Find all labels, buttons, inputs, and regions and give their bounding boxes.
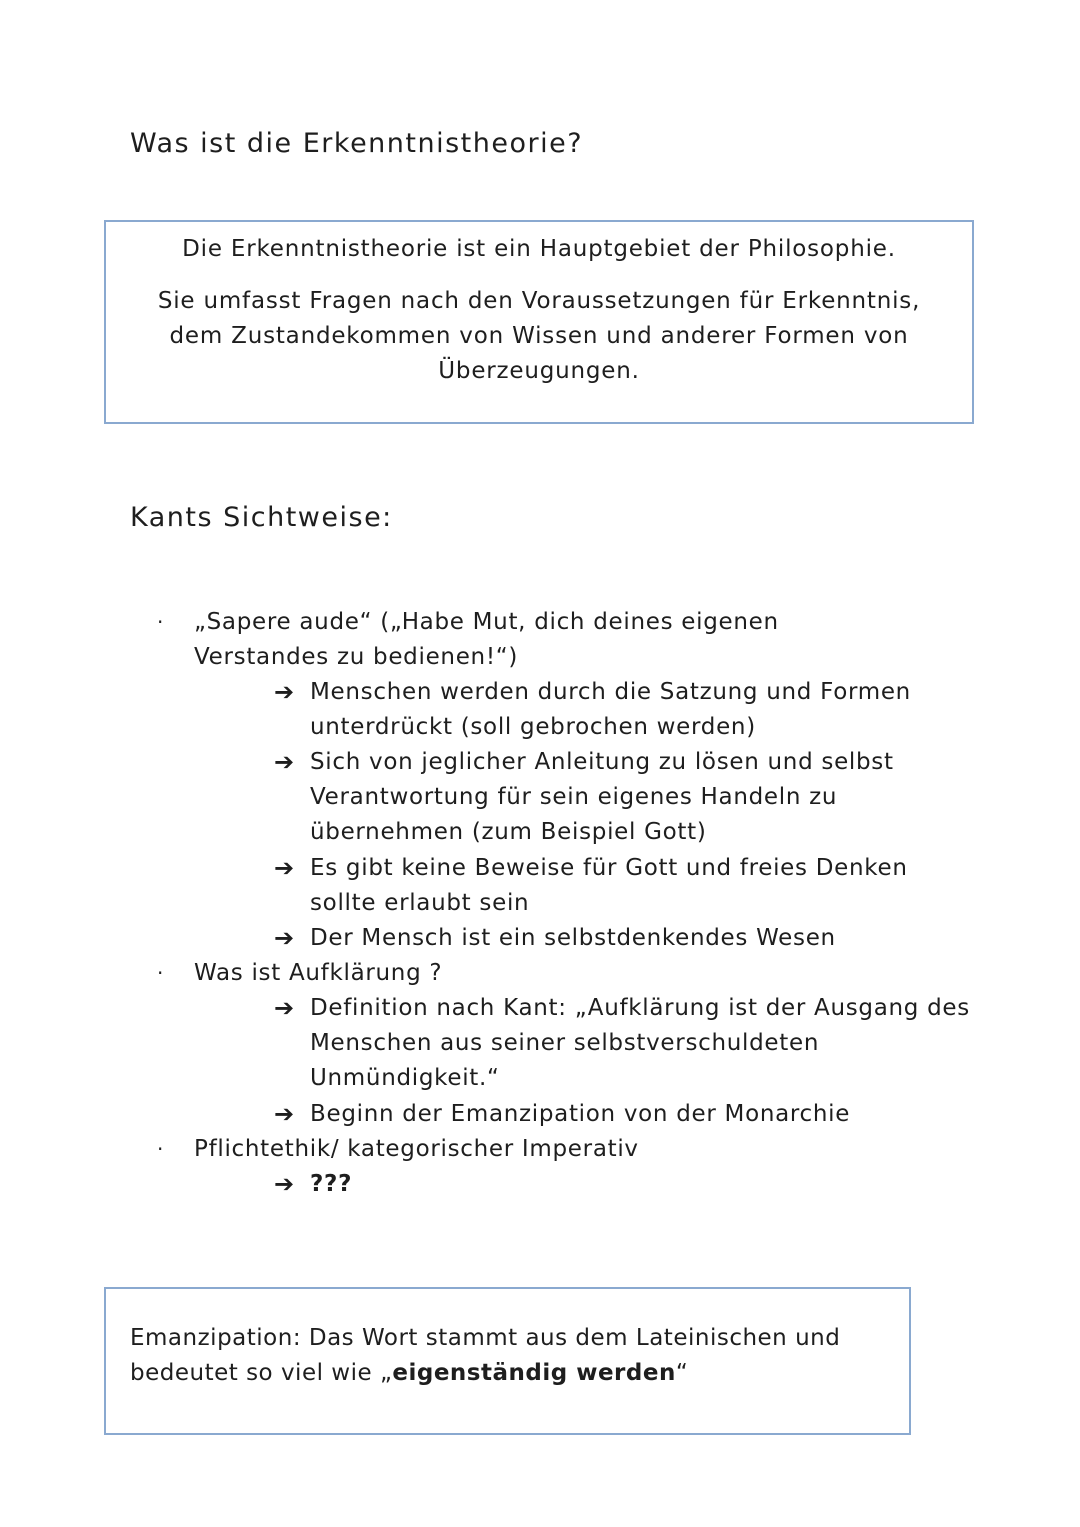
emanzipation-bold: eigenständig werden <box>392 1360 676 1386</box>
sub-item-text: Definition nach Kant: „Aufklärung ist der Ausgang des Menschen aus seiner selbstverschuldeten Unmündigkeit.“ <box>310 995 970 1091</box>
sub-item-text: ??? <box>310 1171 353 1197</box>
arrow-right-icon: ➔ <box>274 1170 295 1198</box>
bullet-text: Pflichtethik/ kategorischer Imperativ <box>194 1136 639 1162</box>
bullet-dot-icon: · <box>157 961 164 985</box>
sub-item-text: Beginn der Emanzipation von der Monarchie <box>310 1101 851 1127</box>
emanzipation-text-main: Emanzipation: Das Wort stammt aus dem Lateinischen und bedeutet so viel wie „ <box>130 1325 841 1386</box>
emanzipation-box <box>104 1287 911 1435</box>
arrow-right-icon: ➔ <box>274 854 295 882</box>
definition-box <box>104 220 974 424</box>
bullet-dot-icon: · <box>157 610 164 634</box>
definition-line-2: Sie umfasst Fragen nach den Voraussetzungen für Erkenntnis, dem Zustandekommen von Wissen und anderer Formen von Überzeugungen. <box>157 288 921 384</box>
heading-erkenntnistheorie: Was ist die Erkenntnistheorie? <box>130 128 584 159</box>
sub-item-text: Sich von jeglicher Anleitung zu lösen und selbst Verantwortung für sein eigenes Handeln zu übernehmen (zum Beispiel Gott) <box>310 749 894 845</box>
arrow-right-icon: ➔ <box>274 748 295 776</box>
bullet-dot-icon: · <box>157 1137 164 1161</box>
arrow-right-icon: ➔ <box>274 994 295 1022</box>
arrow-right-icon: ➔ <box>274 924 295 952</box>
sub-item-text: Es gibt keine Beweise für Gott und freies Denken sollte erlaubt sein <box>310 855 908 916</box>
emanzipation-text-end: “ <box>675 1360 689 1386</box>
emanzipation-text <box>130 1321 909 1391</box>
sub-item-text: Menschen werden durch die Satzung und Formen unterdrückt (soll gebrochen werden) <box>310 679 911 740</box>
arrow-right-icon: ➔ <box>274 1100 295 1128</box>
definition-line-1: Die Erkenntnistheorie ist ein Hauptgebiet der Philosophie. <box>182 236 896 262</box>
heading-kants-sichtweise: Kants Sichtweise: <box>130 502 393 533</box>
sub-item-text: Der Mensch ist ein selbstdenkendes Wesen <box>310 925 836 951</box>
bullet-text: „Sapere aude“ („Habe Mut, dich deines eigenen Verstandes zu bedienen!“) <box>194 609 779 670</box>
bullet-text: Was ist Aufklärung ? <box>194 960 443 986</box>
arrow-right-icon: ➔ <box>274 678 295 706</box>
